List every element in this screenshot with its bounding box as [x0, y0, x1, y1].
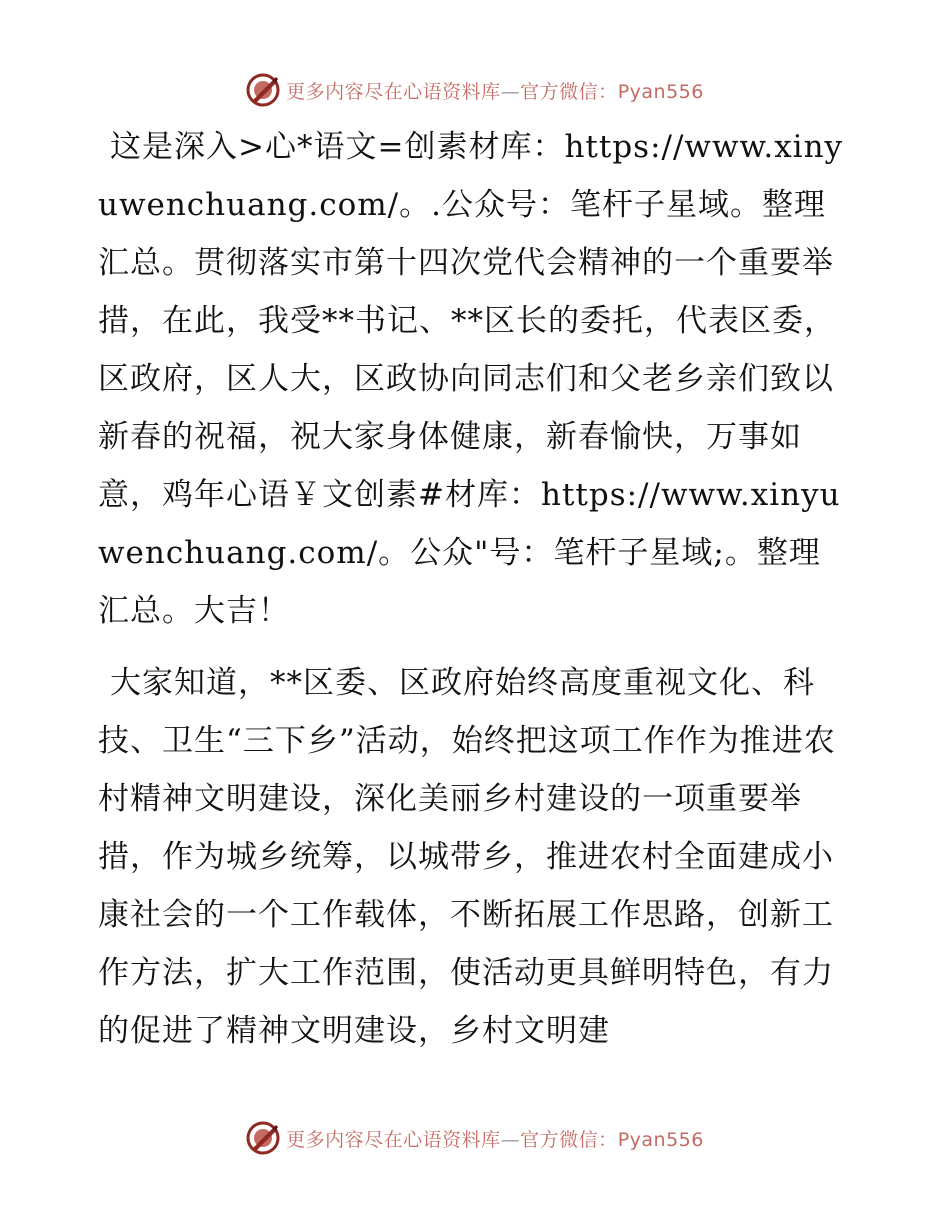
watermark-text [286, 77, 704, 104]
wechat-account: Pyan556 [617, 80, 704, 103]
paragraph-2: 大家知道，**区委、区政府始终高度重视文化、科技、卫生“三下乡”活动，始终把这项工作作为推进农村精神文明建设，深化美丽乡村建设的一项重要举措，作为城乡统筹，以城带乡，推进农村全面建成小康社会的一个工作载体，不断拓展工作思路，创新工作方法，扩大工作范围，使活动更具鲜明特色，有力的促进了精神文明建设，乡村文明建 [98, 665, 836, 1049]
watermark-text [286, 1125, 704, 1152]
wechat-label: 官方微信： [520, 80, 618, 103]
banner-separator: — [500, 1128, 521, 1151]
footer-watermark-banner [0, 1118, 950, 1158]
header-watermark-banner [0, 70, 950, 110]
banner-separator: — [500, 80, 521, 103]
pen-seal-logo-icon [246, 1121, 280, 1155]
paragraph-1: 这是深入>心*语文=创素材库：https://www.xinyuwenchuang.com/。.公众号：笔杆子星域。整理汇总。贯彻落实市第十四次党代会精神的一个重要举措，在此，我受**书记、**区长的委托，代表区委，区政府，区人大，区政协向同志们和父老乡亲们致以新春的祝福，祝大家身体健康，新春愉快，万事如意，鸡年心语￥文创素#材库：https://www.xinyuwenchuang.com/。公众"号：笔杆子星域;。整理汇总。大吉！ [98, 129, 844, 629]
wechat-account: Pyan556 [617, 1128, 704, 1151]
document-body [98, 118, 850, 1060]
brand-text: 更多内容尽在心语资料库 [286, 1128, 501, 1151]
wechat-label: 官方微信： [520, 1128, 618, 1151]
pen-seal-logo-icon [246, 73, 280, 107]
brand-text: 更多内容尽在心语资料库 [286, 80, 501, 103]
